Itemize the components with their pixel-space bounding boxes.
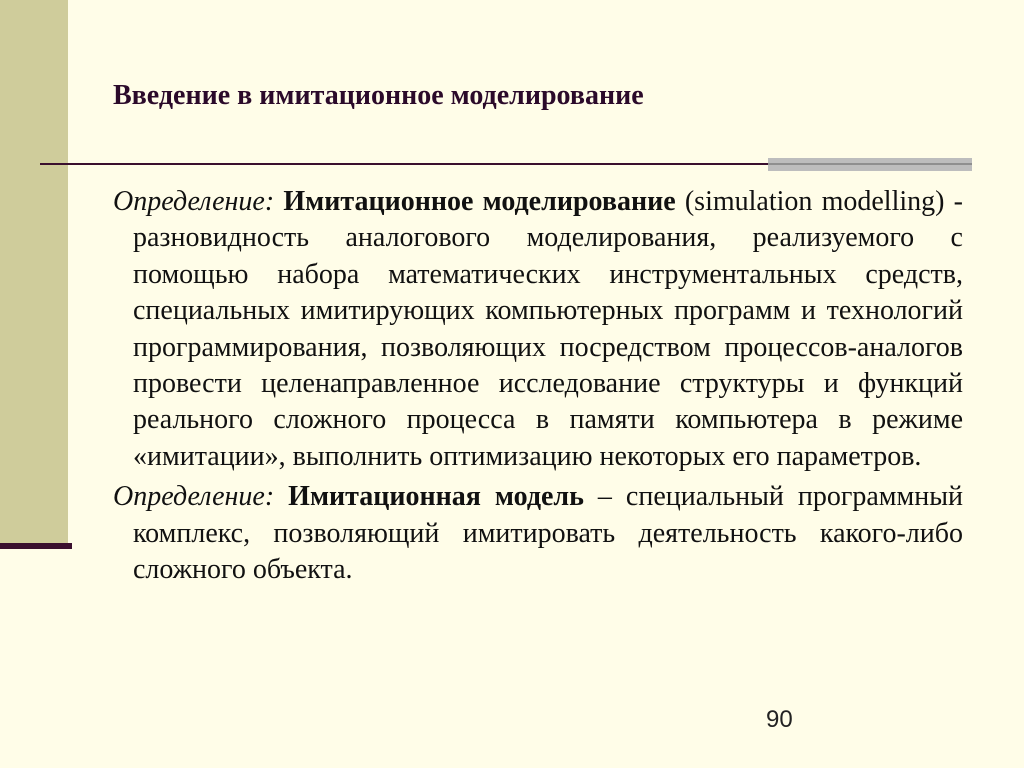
definition-paragraph: [113, 184, 963, 475]
definition-term: Имитационная модель: [288, 481, 584, 513]
left-decorative-bar: [0, 0, 68, 545]
definition-paragraph: [113, 479, 963, 588]
definition-term: Имитационное моделирование: [283, 186, 676, 217]
definition-label: Определение:: [113, 186, 275, 217]
definition-label: Определение:: [113, 481, 275, 513]
slide-number: 90: [766, 706, 793, 733]
definition-text: (simulation modelling) - разновидность аналогового моделирования, реализуемого с помощью набора математических инструментальных средств, специальных имитирующих компьютерных программ и технологий программирования, позволяющих посредством процессов-аналогов провести целенаправленное исследование структуры и функций реального сложного процесса в памяти компьютера в режиме «имитации», выполнить оптимизацию некоторых его параметров.: [133, 186, 963, 472]
left-decorative-rule: [0, 543, 72, 549]
slide-body: [113, 184, 963, 592]
slide-title: Введение в имитационное моделирование: [113, 80, 644, 111]
title-accent-bar: [768, 158, 972, 171]
definition-text: – специальный программный комплекс, позволяющий имитировать деятельность какого-либо сложного объекта.: [133, 481, 964, 586]
